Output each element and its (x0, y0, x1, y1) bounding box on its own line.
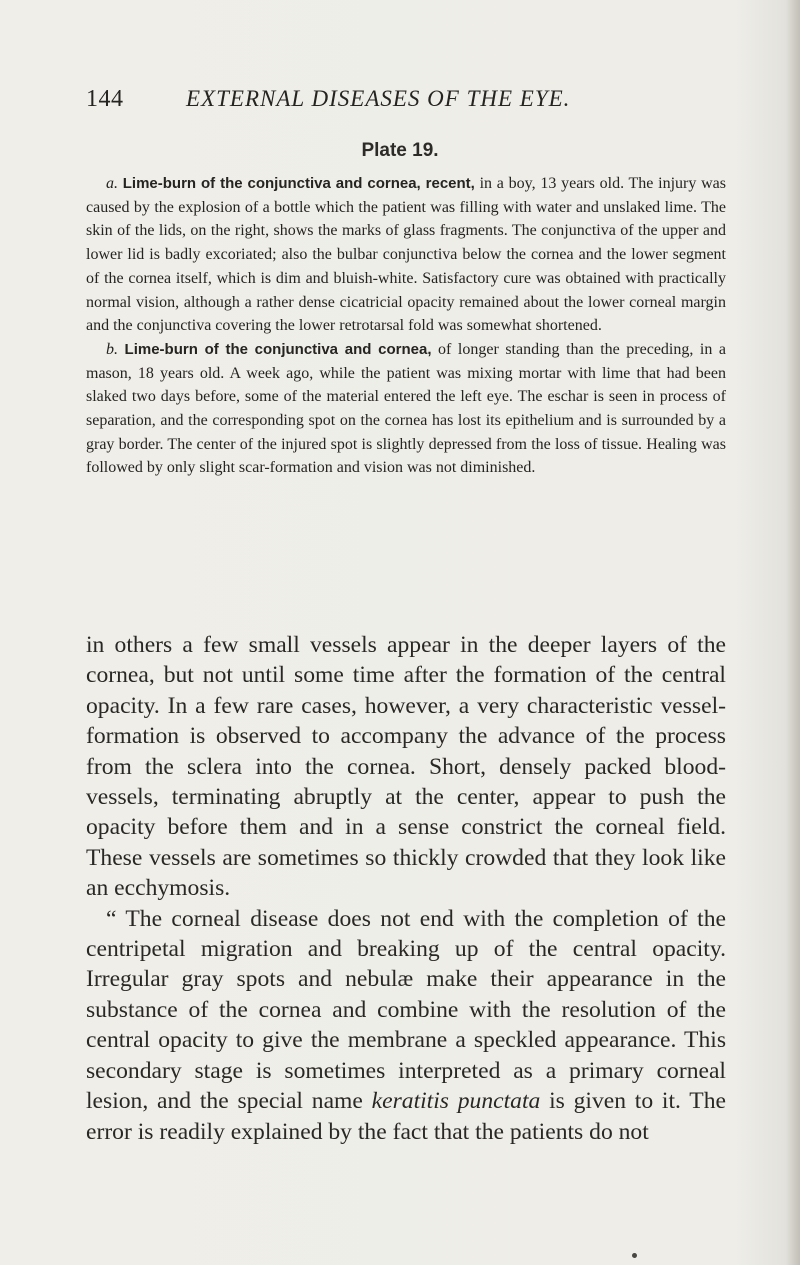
caption-b-text: of longer standing than the preceding, in a mason, 18 years old. A week ago, while the patient was mixing mortar with lime that had been slaked two days before, some of the material entered the left eye. The eschar is seen in process of separation, and the corresponding spot on the cornea has lost its epithelium and is surrounded by a gray border. The center of the injured spot is slightly depressed from the loss of tissue. Healing was followed by only slight scar-formation and vision was not diminished. (86, 340, 726, 477)
page-edge-shadow (786, 0, 800, 1265)
body-paragraph-2 (86, 904, 726, 1147)
body-paragraph-1: in others a few small vessels appear in the deeper layers of the cornea, but not until some time after the formation of the central opacity. In a few rare cases, however, a very characteristic vessel-formation is observed to accompany the advance of the process from the sclera into the cornea. Short, densely packed blood-vessels, terminating abruptly at the center, appear to push the opacity before them and in a sense constrict the corneal field. These vessels are sometimes so thickly crowded that they look like an ecchymosis. (86, 632, 726, 902)
caption-b-heading: Lime-burn of the conjunctiva and cornea, (124, 340, 432, 358)
plate-title: Plate 19. (361, 140, 439, 161)
page-header (86, 86, 726, 116)
main-text (86, 630, 726, 1147)
caption-b (86, 338, 726, 480)
caption-a (86, 172, 726, 338)
caption-a-letter: a. (106, 175, 118, 192)
caption-b-letter: b. (106, 340, 118, 358)
caption-a-text: in a boy, 13 years old. The injury was caused by the explosion of a bottle which the patient was filling with water and unslaked lime. The skin of the lids, on the right, shows the marks of glass fragments. The conjunctiva of the upper and lower lid is badly excoriated; also the bulbar conjunctiva below the cornea and the lower segment of the cornea itself, which is dim and bluish-white. Satisfactory cure was obtained with practically normal vision, although a rather dense cicatricial opacity remained about the lower corneal margin and the conjunctiva covering the lower retrotarsal fold was somewhat shortened. (86, 175, 727, 335)
page-number: 144 (86, 86, 124, 112)
body-paragraph-2-start: “ The corneal disease does not end with the completion of the centripetal migration and breaking up of the central opacity. Irregular gray spots and nebulæ make their appearance in the substance of the cornea and combine with the resolution of the central opacity to give the membrane a speckled appearance. This secondary stage is sometimes interpreted as a primary corneal lesion, and the special name (86, 905, 726, 1115)
plate-caption (86, 172, 726, 480)
running-head: EXTERNAL DISEASES OF THE EYE. (186, 86, 571, 111)
body-paragraph-2-end: is given to it. The error is readily explained by the fact that the patients do not (86, 1088, 726, 1145)
caption-a-heading: Lime-burn of the conjunctiva and cornea, recent, (122, 175, 475, 192)
keratitis-punctata-term: keratitis punctata (371, 1088, 541, 1115)
ink-dot (632, 1253, 637, 1258)
